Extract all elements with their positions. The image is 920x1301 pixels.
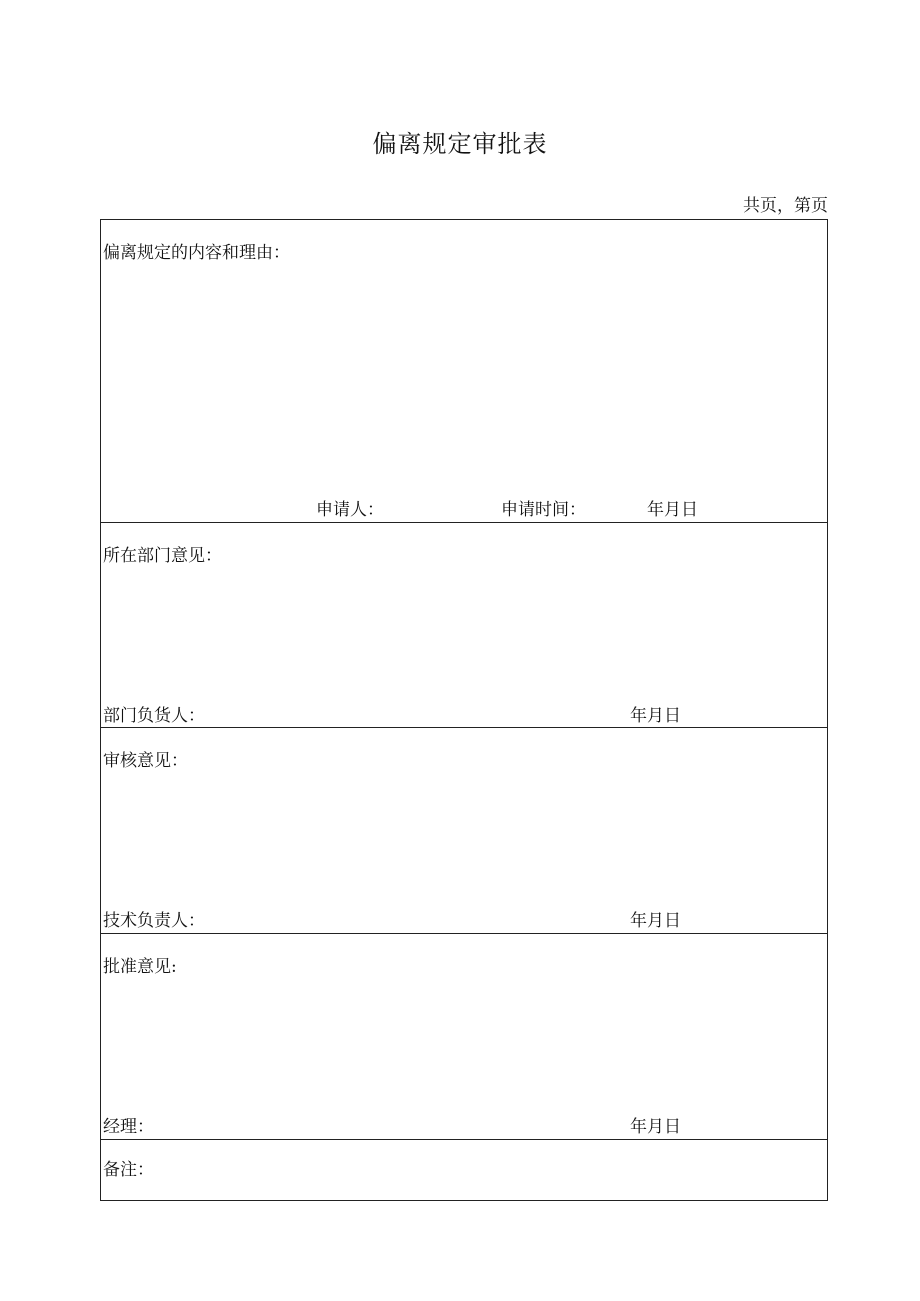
section-approval-opinion <box>101 934 827 1140</box>
form-title: 偏离规定审批表 <box>372 130 548 158</box>
department-head-label: 部门负货人： <box>103 706 205 726</box>
department-opinion-label: 所在部门意见： <box>103 546 222 566</box>
remarks-label: 备注： <box>103 1160 154 1180</box>
content-date-label: 年月日 <box>647 500 698 520</box>
page-count: 共页，第页 <box>743 196 828 216</box>
section-review-opinion <box>101 728 827 934</box>
department-date-label: 年月日 <box>630 706 681 726</box>
content-reason-label: 偏离规定的内容和理由： <box>103 243 290 263</box>
section-department-opinion <box>101 523 827 728</box>
review-date-label: 年月日 <box>630 911 681 931</box>
apply-time-label: 申请时间： <box>501 500 586 520</box>
applicant-label: 申请人： <box>316 500 384 520</box>
technical-head-label: 技术负责人： <box>103 911 205 931</box>
approval-form <box>100 219 828 1201</box>
approval-opinion-label: 批准意见: <box>103 957 177 977</box>
manager-label: 经理： <box>103 1117 154 1137</box>
review-opinion-label: 审核意见： <box>103 751 188 771</box>
approval-date-label: 年月日 <box>630 1117 681 1137</box>
section-remarks <box>101 1140 827 1200</box>
section-content-reason <box>101 220 827 523</box>
